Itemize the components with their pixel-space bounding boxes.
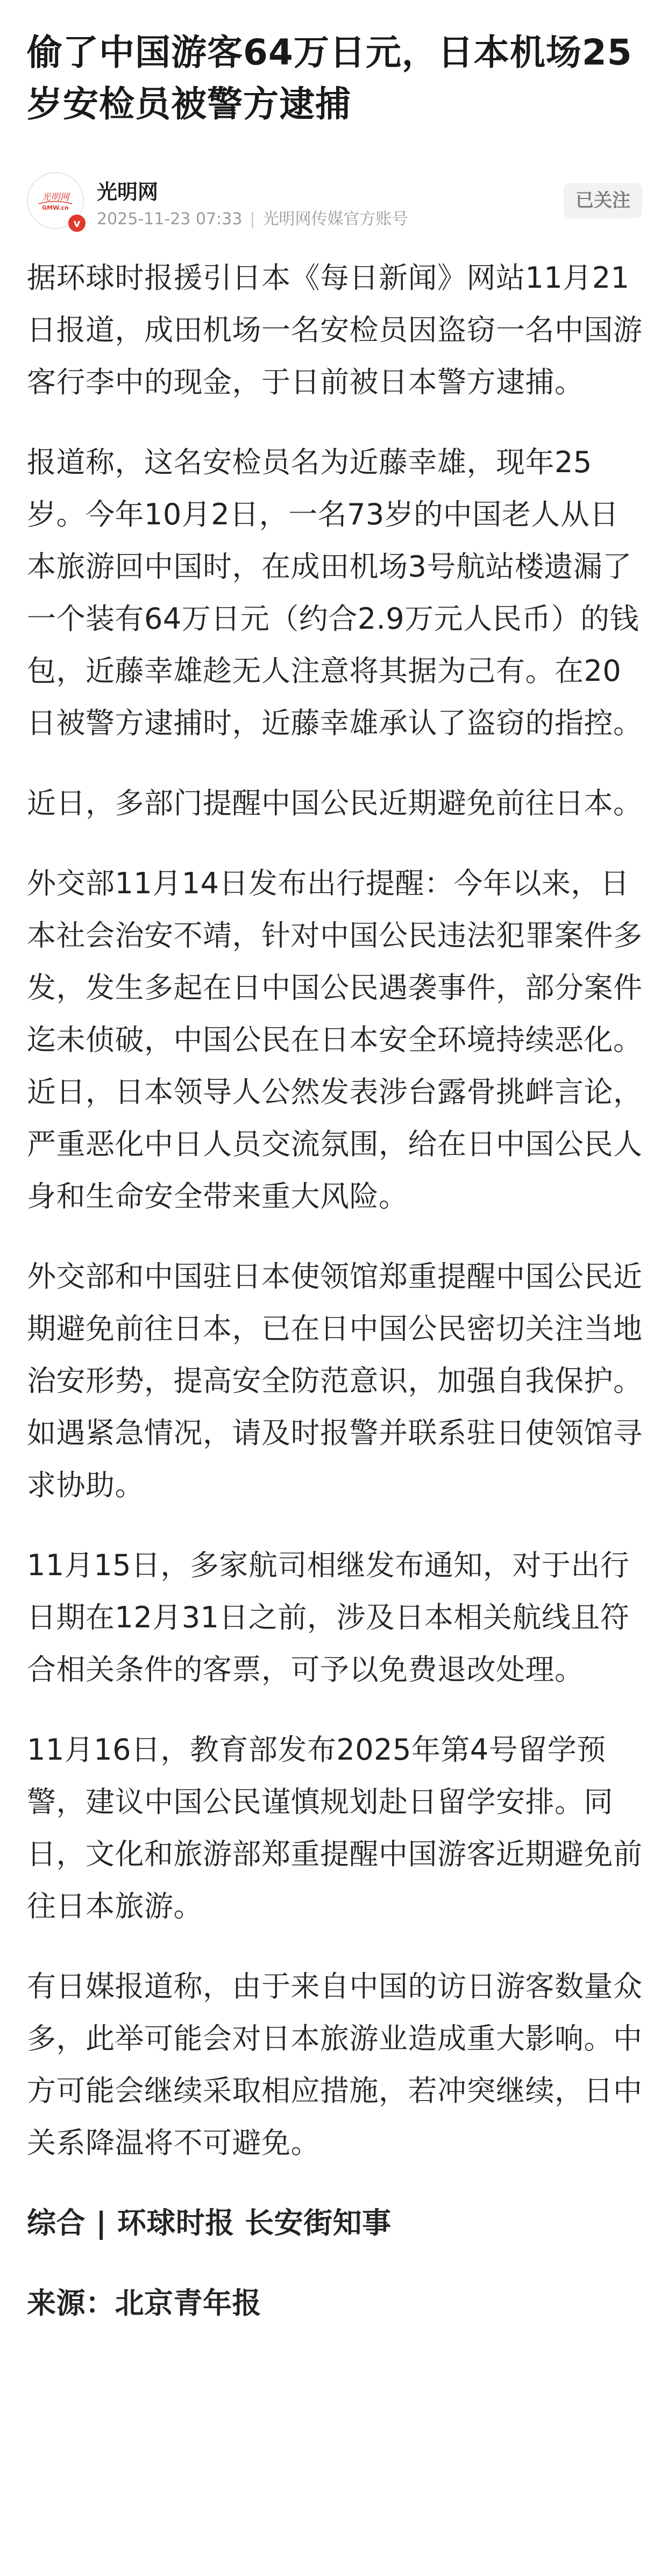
account-type: 光明网传媒官方账号 (262, 210, 408, 229)
publish-date: 2025-11-23 07:33 (97, 210, 243, 229)
author-meta (97, 205, 408, 229)
author-name[interactable]: 光明网 (97, 180, 159, 204)
follow-button[interactable]: 已关注 (564, 183, 642, 218)
avatar-logo-latin: GMW.cn (42, 204, 69, 211)
author-bar (27, 170, 645, 229)
meta-separator: | (250, 210, 255, 229)
avatar-logo-text: 光明网 (41, 192, 69, 203)
article-credits: 综合 | 环球时报 长安街知事 (27, 2206, 392, 2240)
article-source: 来源：北京青年报 (27, 2286, 261, 2320)
article-paragraph: 外交部和中国驻日本使领馆郑重提醒中国公民近期避免前往日本，已在日中国公民密切关注当地治安形势，提高安全防范意识，加强自我保护。如遇紧急情况，请及时报警并联系驻日使领馆寻求协助。 (27, 1259, 643, 1502)
article-title: 偷了中国游客64万日元，日本机场25岁安检员被警方逮捕 (27, 32, 633, 125)
article-paragraph: 报道称，这名安检员名为近藤幸雄，现年25岁。今年10月2日，一名73岁的中国老人从日本旅游回中国时，在成田机场3号航站楼遗漏了一个装有64万日元（约合2.9万元人民币）的钱包，近藤幸雄趁无人注意将其据为己有。在20日被警方逮捕时，近藤幸雄承认了盗窃的指控。 (27, 445, 643, 740)
article-paragraph: 据环球时报援引日本《每日新闻》网站11月21日报道，成田机场一名安检员因盗窃一名中国游客行李中的现金，于日前被日本警方逮捕。 (27, 261, 643, 399)
article-paragraph: 近日，多部门提醒中国公民近期避免前往日本。 (27, 786, 643, 820)
article-body (27, 252, 645, 2357)
verified-v-icon: v (67, 213, 87, 233)
article-paragraph: 11月15日，多家航司相继发布通知，对于出行日期在12月31日之前，涉及日本相关航线且符合相关条件的客票，可予以免费退改处理。 (27, 1548, 630, 1687)
article-paragraph: 外交部11月14日发布出行提醒：今年以来，日本社会治安不靖，针对中国公民违法犯罪案件多发，发生多起在日中国公民遇袭事件，部分案件迄未侦破，中国公民在日本安全环境持续恶化。近日，日本领导人公然发表涉台露骨挑衅言论，严重恶化中日人员交流氛围，给在日中国公民人身和生命安全带来重大风险。 (27, 866, 643, 1213)
article-paragraph: 有日媒报道称，由于来自中国的访日游客数量众多，此举可能会对日本旅游业造成重大影响。中方可能会继续采取相应措施，若冲突继续，日中关系降温将不可避免。 (27, 1969, 643, 2160)
article-paragraph: 11月16日，教育部发布2025年第4号留学预警，建议中国公民谨慎规划赴日留学安排。同日，文化和旅游部郑重提醒中国游客近期避免前往日本旅游。 (27, 1733, 643, 1923)
